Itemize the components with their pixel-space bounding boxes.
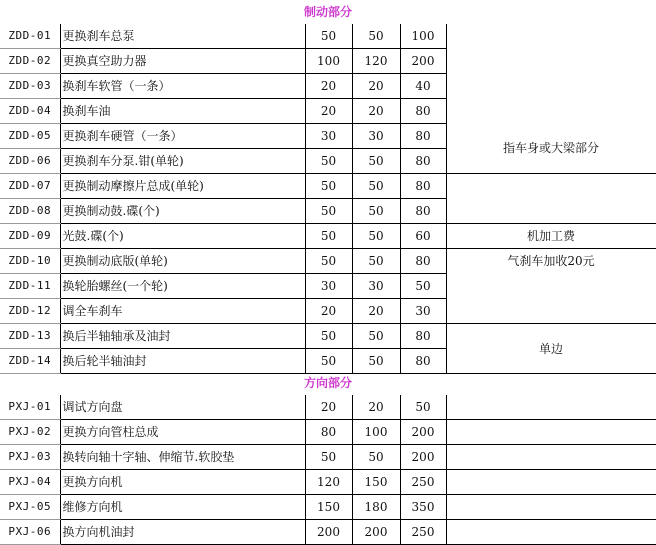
price-c: 200 <box>400 420 446 445</box>
item-code: PXJ-06 <box>0 520 60 545</box>
table-row <box>0 224 656 249</box>
item-name: 调试方向盘 <box>60 395 305 420</box>
item-code: ZDD-09 <box>0 224 60 249</box>
item-name: 调全车刹车 <box>60 299 305 324</box>
table-row <box>0 495 656 520</box>
price-b: 150 <box>352 470 400 495</box>
price-c: 80 <box>400 349 446 374</box>
table-row <box>0 174 656 199</box>
table-row <box>0 24 656 49</box>
item-name: 换刹车油 <box>60 99 305 124</box>
table-row <box>0 420 656 445</box>
price-a: 50 <box>305 349 352 374</box>
item-code: PXJ-04 <box>0 470 60 495</box>
price-a: 100 <box>305 49 352 74</box>
item-code: ZDD-12 <box>0 299 60 324</box>
price-b: 50 <box>352 224 400 249</box>
price-c: 80 <box>400 199 446 224</box>
remark-cell <box>446 495 656 520</box>
price-a: 20 <box>305 299 352 324</box>
item-code: ZDD-13 <box>0 324 60 349</box>
price-c: 40 <box>400 74 446 99</box>
price-b: 20 <box>352 74 400 99</box>
remark-cell <box>446 395 656 420</box>
price-c: 50 <box>400 395 446 420</box>
item-code: ZDD-02 <box>0 49 60 74</box>
brake-table <box>0 24 656 374</box>
item-code: PXJ-02 <box>0 420 60 445</box>
price-a: 30 <box>305 124 352 149</box>
item-name: 换后半轴轴承及油封 <box>60 324 305 349</box>
table-row <box>0 324 656 349</box>
remark-cell: 单边 <box>446 324 656 374</box>
price-c: 80 <box>400 124 446 149</box>
brake-table-body <box>0 24 656 374</box>
item-code: ZDD-04 <box>0 99 60 124</box>
item-name: 换刹车软管（一条） <box>60 74 305 99</box>
price-b: 20 <box>352 299 400 324</box>
item-code: ZDD-01 <box>0 24 60 49</box>
item-code: ZDD-10 <box>0 249 60 274</box>
price-b: 50 <box>352 149 400 174</box>
item-code: ZDD-03 <box>0 74 60 99</box>
price-a: 20 <box>305 99 352 124</box>
price-c: 80 <box>400 149 446 174</box>
table-row <box>0 124 656 149</box>
item-code: PXJ-03 <box>0 445 60 470</box>
item-code: ZDD-14 <box>0 349 60 374</box>
price-a: 150 <box>305 495 352 520</box>
price-a: 200 <box>305 520 352 545</box>
item-name: 更换制动底版(单轮) <box>60 249 305 274</box>
item-code: ZDD-08 <box>0 199 60 224</box>
price-b: 50 <box>352 24 400 49</box>
item-name: 换轮胎螺丝(一个轮) <box>60 274 305 299</box>
table-row <box>0 395 656 420</box>
price-a: 20 <box>305 74 352 99</box>
price-b: 50 <box>352 349 400 374</box>
price-a: 50 <box>305 445 352 470</box>
steering-table <box>0 395 656 545</box>
price-a: 120 <box>305 470 352 495</box>
remark-cell: 气刹车加收20元 <box>446 249 656 274</box>
price-b: 50 <box>352 199 400 224</box>
price-c: 250 <box>400 470 446 495</box>
item-name: 换方向机油封 <box>60 520 305 545</box>
price-a: 50 <box>305 224 352 249</box>
item-name: 更换刹车分泵.钳(单轮) <box>60 149 305 174</box>
price-a: 50 <box>305 324 352 349</box>
steering-table-body <box>0 395 656 545</box>
price-b: 120 <box>352 49 400 74</box>
price-b: 200 <box>352 520 400 545</box>
price-a: 80 <box>305 420 352 445</box>
steering-section-title: 方向部分 <box>303 376 352 390</box>
table-row <box>0 274 656 299</box>
price-b: 20 <box>352 99 400 124</box>
price-a: 50 <box>305 199 352 224</box>
price-c: 200 <box>400 49 446 74</box>
price-c: 60 <box>400 224 446 249</box>
item-name: 更换刹车总泵 <box>60 24 305 49</box>
price-b: 100 <box>352 420 400 445</box>
price-a: 30 <box>305 274 352 299</box>
item-name: 光鼓.碟(个) <box>60 224 305 249</box>
price-c: 80 <box>400 99 446 124</box>
remark-cell <box>446 470 656 495</box>
price-b: 50 <box>352 174 400 199</box>
price-b: 50 <box>352 445 400 470</box>
table-row <box>0 470 656 495</box>
item-code: ZDD-06 <box>0 149 60 174</box>
price-b: 180 <box>352 495 400 520</box>
item-code: PXJ-05 <box>0 495 60 520</box>
price-b: 20 <box>352 395 400 420</box>
remark-cell <box>446 274 656 324</box>
price-a: 20 <box>305 395 352 420</box>
item-name: 维修方向机 <box>60 495 305 520</box>
price-a: 50 <box>305 174 352 199</box>
item-name: 更换制动摩擦片总成(单轮) <box>60 174 305 199</box>
remark-cell <box>446 445 656 470</box>
item-name: 换转向轴十字轴、伸缩节.软胶垫 <box>60 445 305 470</box>
price-c: 200 <box>400 445 446 470</box>
price-c: 80 <box>400 174 446 199</box>
price-a: 50 <box>305 249 352 274</box>
item-name: 更换方向管柱总成 <box>60 420 305 445</box>
price-b: 30 <box>352 274 400 299</box>
item-code: ZDD-05 <box>0 124 60 149</box>
table-row <box>0 445 656 470</box>
price-c: 80 <box>400 249 446 274</box>
remark-cell <box>446 24 656 124</box>
item-code: ZDD-11 <box>0 274 60 299</box>
remark-cell: 指车身或大梁部分 <box>446 124 656 174</box>
item-name: 换后轮半轴油封 <box>60 349 305 374</box>
remark-cell <box>446 420 656 445</box>
item-code: PXJ-01 <box>0 395 60 420</box>
item-name: 更换制动鼓.碟(个) <box>60 199 305 224</box>
price-a: 50 <box>305 149 352 174</box>
price-b: 50 <box>352 324 400 349</box>
item-name: 更换真空助力器 <box>60 49 305 74</box>
item-name: 更换刹车硬管（一条） <box>60 124 305 149</box>
price-c: 100 <box>400 24 446 49</box>
item-name: 更换方向机 <box>60 470 305 495</box>
price-c: 50 <box>400 274 446 299</box>
item-code: ZDD-07 <box>0 174 60 199</box>
remark-cell: 机加工费 <box>446 224 656 249</box>
price-c: 80 <box>400 324 446 349</box>
remark-cell <box>446 174 656 224</box>
brake-section-title: 制动部分 <box>303 5 352 19</box>
price-b: 30 <box>352 124 400 149</box>
price-c: 250 <box>400 520 446 545</box>
price-a: 50 <box>305 24 352 49</box>
table-row <box>0 249 656 274</box>
price-c: 30 <box>400 299 446 324</box>
price-b: 50 <box>352 249 400 274</box>
price-c: 350 <box>400 495 446 520</box>
